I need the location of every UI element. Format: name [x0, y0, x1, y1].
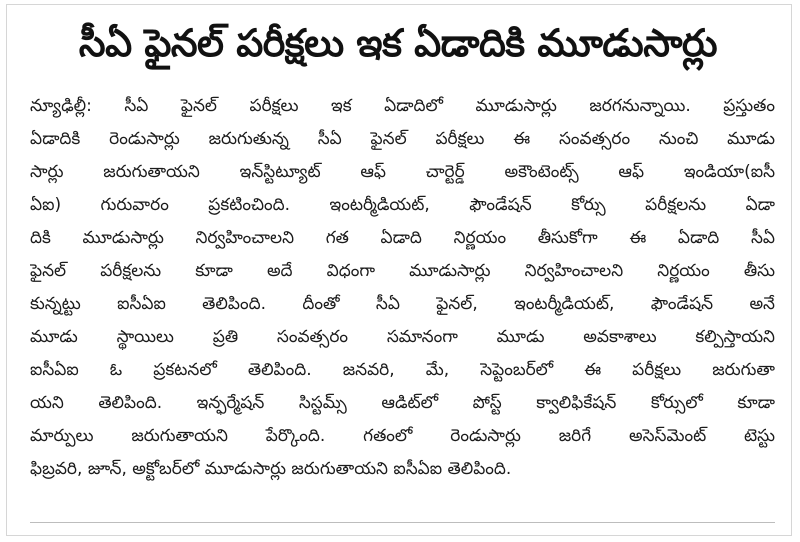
body-line: మార్పులు జరుగుతాయని పేర్కొంది. గతంలో రెండుసార్లు జరిగే అసెస్‌మెంట్ టెస్టు — [30, 426, 775, 446]
article-body — [30, 90, 775, 486]
body-line: ఫైనల్ పరీక్షలను కూడా అదే విధంగా మూడుసార్లు నిర్వహించాలని నిర్ణయం తీసు — [30, 261, 775, 281]
body-line: యని తెలిపింది. ఇన్ఫర్మేషన్ సిస్టమ్స్ ఆడిట్‌లో పోస్ట్ క్వాలిఫికేషన్ కోర్సులో కూడా — [30, 393, 775, 413]
body-line: ఏడాదికి రెండుసార్లు జరుగుతున్న సీఏ ఫైనల్ పరీక్షలు ఈ సంవత్సరం నుంచి మూడు — [30, 129, 775, 149]
bottom-divider — [30, 522, 775, 523]
article-headline: సీఏ ఫైనల్ పరీక్షలు ఇక ఏడాదికి మూడుసార్లు — [78, 21, 718, 65]
body-line: ఐసీఏఐ ఓ ప్రకటనలో తెలిపింది. జనవరి, మే, సెప్టెంబర్‌లో ఈ పరీక్షలు జరుగుతా — [30, 360, 775, 380]
body-line: న్యూఢిల్లీ: సీఏ ఫైనల్ పరీక్షలు ఇక ఏడాదిలో మూడుసార్లు జరగనున్నాయి. ప్రస్తుతం — [30, 96, 775, 116]
body-line: దికి మూడుసార్లు నిర్వహించాలని గత ఏడాది నిర్ణయం తీసుకోగా ఈ ఏడాది సీఏ — [30, 228, 775, 248]
body-line: ఫిబ్రవరి, జూన్, అక్టోబర్‌లో మూడుసార్లు జరుగుతాయని ఐసీఏఐ తెలిపింది. — [30, 459, 512, 479]
body-line: సార్లు జరుగుతాయని ఇన్‌స్టిట్యూట్ ఆఫ్ చార్టెర్డ్ అకౌంటెంట్స్ ఆఫ్ ఇండియా(ఐసీ — [30, 162, 775, 182]
body-line: కున్నట్టు ఐసీఏఐ తెలిపింది. దీంతో సీఏ ఫైనల్, ఇంటర్మీడియట్, ఫౌండేషన్ అనే — [30, 294, 775, 314]
body-line: మూడు స్థాయిలు ప్రతి సంవత్సరం సమానంగా మూడు అవకాశాలు కల్పిస్తాయని — [30, 327, 775, 347]
body-line: ఏఐ) గురువారం ప్రకటించింది. ఇంటర్మీడియట్, ఫౌండేషన్ కోర్సు పరీక్షలను ఏడా — [30, 195, 775, 215]
